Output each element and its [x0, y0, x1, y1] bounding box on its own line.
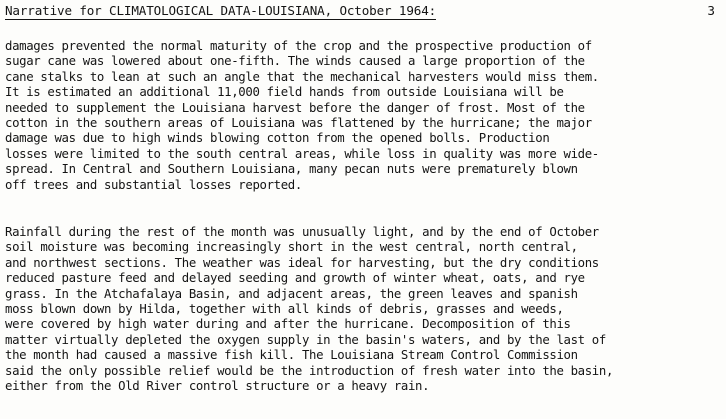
text-line: soil moisture was becoming increasingly short in the west central, north central,	[5, 239, 578, 255]
text-line: damage was due to high winds blowing cotton from the opened bolls. Production	[5, 130, 550, 146]
text-line: were covered by high water during and after the hurricane. Decomposition of this	[5, 316, 571, 332]
paragraph-rainfall	[5, 224, 723, 393]
narrative-title: Narrative for CLIMATOLOGICAL DATA-LOUISIANA, October 1964:	[5, 3, 437, 18]
text-line: Rainfall during the rest of the month was unusually light, and by the end of October	[5, 224, 599, 239]
text-line: either from the Old River control structure or a heavy rain.	[5, 377, 430, 393]
text-line: said the only possible relief would be the introduction of fresh water into the basin,	[5, 362, 614, 378]
text-line: damages prevented the normal maturity of the crop and the prospective production of	[5, 38, 592, 53]
text-line: matter virtually depleted the oxygen supply in the basin's waters, and by the last of	[5, 331, 606, 347]
text-line: cotton in the southern areas of Louisiana was flattened by the hurricane; the major	[5, 114, 592, 130]
text-line: It is estimated an additional 11,000 field hands from outside Louisiana will be	[5, 84, 564, 100]
text-line: off trees and substantial losses reported.	[5, 176, 302, 192]
page-number: 3	[707, 3, 715, 18]
text-line: spread. In Central and Southern Louisiana, many pecan nuts were prematurely blown	[5, 161, 578, 177]
text-line: moss blown down by Hilda, together with all kinds of debris, grasses and weeds,	[5, 300, 564, 316]
page-header	[5, 3, 721, 21]
text-line: losses were limited to the south central areas, while loss in quality was more wide-	[5, 145, 599, 161]
text-line: reduced pasture feed and delayed seeding and growth of winter wheat, oats, and rye	[5, 270, 585, 286]
text-line: the month had caused a massive fish kill. The Louisiana Stream Control Commission	[5, 347, 578, 363]
text-line: grass. In the Atchafalaya Basin, and adjacent areas, the green leaves and spanish	[5, 285, 578, 301]
text-line: cane stalks to lean at such an angle that the mechanical harvesters would miss them.	[5, 68, 599, 84]
text-line: and northwest sections. The weather was ideal for harvesting, but the dry conditions	[5, 254, 599, 270]
text-line: sugar cane was lowered about one-fifth. The winds caused a large proportion of the	[5, 53, 585, 69]
text-line: needed to supplement the Louisiana harvest before the danger of frost. Most of the	[5, 99, 585, 115]
paragraph-crop-damage	[5, 38, 723, 192]
